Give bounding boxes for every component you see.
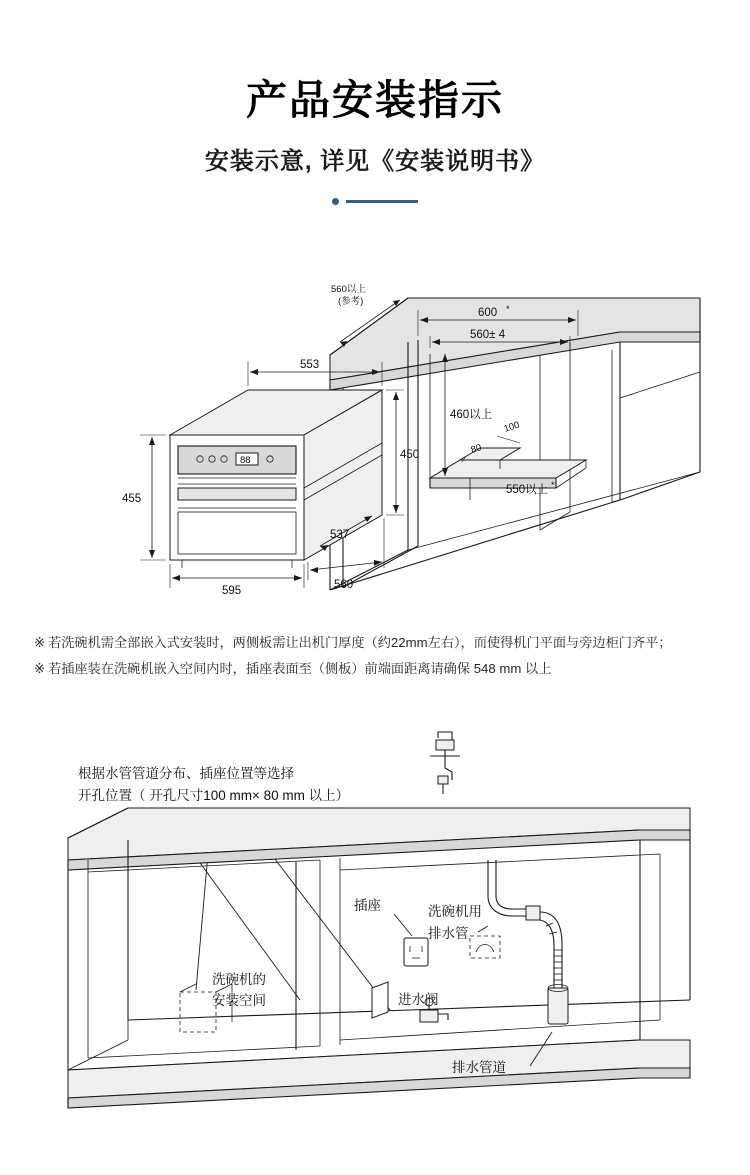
dim-553-arrow-left	[250, 369, 258, 375]
dim-450-text: 450	[400, 449, 420, 461]
cabinet-dimension-svg	[0, 250, 750, 620]
dim-550-sup: *	[551, 480, 555, 491]
note-item-2	[34, 656, 724, 682]
dim-537-text: 537	[330, 529, 350, 541]
trap-curve-inner	[496, 896, 528, 909]
note-mark-1: ※	[34, 635, 46, 650]
dim-80-text: 80	[469, 442, 483, 456]
label-drain-pipe: 排水管道	[452, 1060, 506, 1075]
flex-hose-inner	[540, 920, 554, 988]
page-subtitle: 安装示意, 详见《安装说明书》	[204, 148, 546, 176]
cabinet-right-bottom	[620, 472, 700, 500]
right-bay-bottom-inner	[340, 1020, 660, 1040]
callout-line-1: 根据水管管道分布、插座位置等选择	[78, 766, 294, 781]
drain-standpipe	[548, 988, 568, 1024]
inlet-valve-body	[420, 1010, 438, 1022]
faucet-aerator	[438, 776, 448, 784]
install-space-marker-top	[180, 984, 196, 992]
dim-595-text: 595	[222, 585, 242, 597]
cabinet-dimension-figure	[0, 250, 750, 620]
cabinet-left-bottom-connect	[68, 1040, 128, 1070]
socket-leader	[394, 914, 412, 936]
faucet-body	[436, 740, 454, 750]
trap-connector	[526, 906, 540, 920]
dim-455-text: 455	[122, 493, 142, 505]
page-title: 产品安装指示	[246, 77, 504, 123]
plumbing-layout-figure	[0, 720, 750, 1150]
note-text-1: 若洗碗机需全部嵌入式安装时，两侧板需让出机门厚度（约22mm左右），而使得机门平面与旁边柜门齐平；	[48, 635, 672, 650]
header-divider	[332, 198, 418, 205]
label-drain-hose-line2: 排水管	[428, 926, 469, 941]
install-space-marker	[180, 992, 216, 1032]
label-install-space-line2: 安装空间	[212, 993, 266, 1008]
plumbing-layout-svg	[0, 720, 750, 1150]
hose-retainer-detail	[470, 936, 500, 958]
dim-595-arrow-right	[294, 575, 302, 581]
cabinet-right-shelf	[620, 372, 700, 398]
dim-depth-ref-note: (参考)	[338, 296, 364, 307]
dim-450-arrow-top	[393, 392, 399, 400]
note-mark-2: ※	[34, 660, 46, 676]
label-inlet-valve: 进水阀	[398, 992, 439, 1007]
dim-455-arrow-top	[149, 437, 155, 445]
note-text-2: 若插座装在洗碗机嵌入空间内时，插座表面至（侧板）前端面距离请确保 548 mm 以上	[48, 660, 552, 676]
label-drain-hose-line1: 洗碗机用	[428, 904, 482, 919]
drain-hose-leader	[478, 926, 488, 932]
page-header	[0, 78, 750, 205]
divider-dot-icon	[332, 198, 339, 205]
right-bay-top-inner	[340, 854, 660, 870]
hose-retainer-clip-icon	[476, 945, 494, 953]
callout-line-2: 开孔位置（ 开孔尺寸100 mm× 80 mm 以上）	[78, 788, 350, 803]
label-socket: 插座	[354, 898, 381, 913]
dim-460-text: 460以上	[450, 409, 493, 421]
inlet-valve-outlet	[438, 1014, 448, 1020]
dim-600-text: 600	[478, 307, 498, 319]
installation-notes	[34, 630, 724, 681]
label-install-space-line1: 洗碗机的	[212, 972, 266, 987]
dim-560-bottom-text: 560	[334, 579, 354, 591]
divider-bar-icon	[346, 200, 418, 203]
socket-body	[404, 938, 428, 966]
dim-553-text: 553	[300, 359, 320, 371]
dim-450-arrow-bottom	[393, 505, 399, 513]
note-item-1	[34, 630, 724, 656]
machine-handle	[178, 488, 296, 500]
control-display-value: 88	[240, 455, 251, 466]
faucet-top	[438, 732, 452, 740]
dim-560-bottom-arrow-left	[310, 567, 318, 573]
opening-right-bottom	[540, 512, 570, 530]
dim-595-arrow-left	[172, 575, 180, 581]
dim-560pm4-text: 560± 4	[470, 329, 506, 341]
dim-455-arrow-bottom	[149, 550, 155, 558]
dim-600-sup: *	[506, 304, 510, 315]
trap-curve-outer	[488, 896, 528, 916]
left-bay-bottom-inner	[88, 1046, 320, 1058]
dim-100-text: 100	[502, 419, 522, 435]
dim-depth-ref-text: 560以上	[331, 284, 366, 295]
dim-550-text: 550以上	[506, 484, 549, 496]
cut-hole-shape	[372, 982, 388, 1018]
